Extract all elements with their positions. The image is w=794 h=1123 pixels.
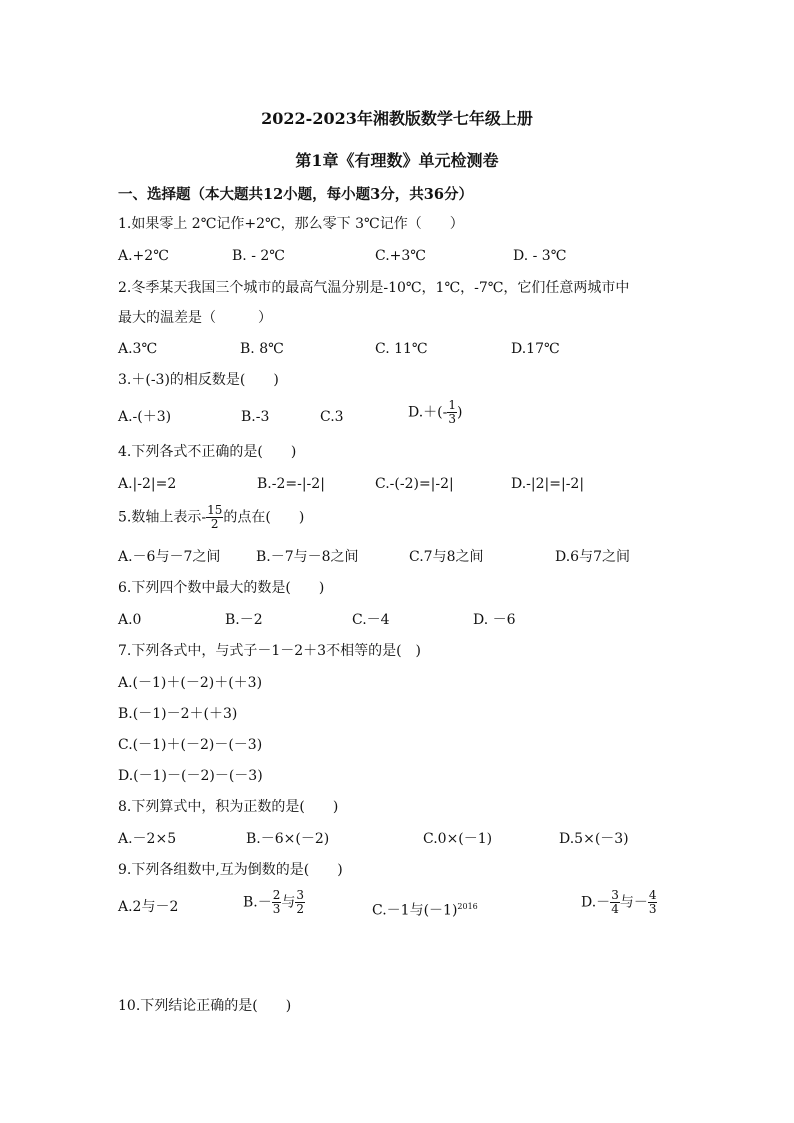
question-7-option-b: B.(－1)－2＋(＋3) <box>118 706 238 722</box>
section-heading: 一、选择题（本大题共12小题，每小题3分，共36分） <box>118 186 473 203</box>
question-2-stem-line2: 最大的温差是（ ） <box>118 310 272 326</box>
document-title-line2: 第1章《有理数》单元检测卷 <box>295 151 499 170</box>
fraction-numerator: 2 <box>272 888 281 902</box>
question-8-option-c: C.0×(－1) <box>423 831 493 847</box>
question-5-fraction <box>206 504 223 531</box>
question-3-option-d-prefix: D.＋(- <box>408 404 448 421</box>
fraction-numerator: 3 <box>296 888 305 902</box>
question-4-stem: 4.下列各式不正确的是( ) <box>118 444 297 460</box>
question-7-option-d: D.(－1)－(－2)－(－3) <box>118 768 263 784</box>
question-5-option-b: B.－7与－8之间 <box>256 549 359 565</box>
question-2-option-a: A.3℃ <box>118 341 158 357</box>
question-9-option-b <box>243 889 305 916</box>
question-2-stem-line1: 2.冬季某天我国三个城市的最高气温分别是-10℃，1℃，-7℃，它们任意两城市中 <box>118 280 630 296</box>
question-6-option-b: B.－2 <box>225 612 263 628</box>
question-3-option-d <box>408 399 462 426</box>
question-9-option-a: A.2与－2 <box>118 899 179 915</box>
fraction-denominator: 3 <box>272 902 281 916</box>
question-6-option-d: D. －6 <box>473 612 516 628</box>
question-8-stem: 8.下列算式中，积为正数的是( ) <box>118 799 339 815</box>
question-2-option-b: B. 8℃ <box>240 341 284 357</box>
question-8-option-b: B.－6×(－2) <box>246 831 330 847</box>
question-5-stem-suffix: 的点在( ) <box>223 509 305 526</box>
question-9-option-b-prefix: B.－ <box>243 894 272 911</box>
question-9-option-c-exponent: 2016 <box>457 902 478 911</box>
question-10-stem: 10.下列结论正确的是( ) <box>118 998 292 1014</box>
question-8-option-a: A.－2×5 <box>118 831 177 847</box>
fraction-denominator: 3 <box>448 412 457 426</box>
question-3-option-d-fraction <box>447 399 457 426</box>
question-5-option-d: D.6与7之间 <box>555 549 630 565</box>
question-9-option-b-fraction-2 <box>295 889 305 916</box>
question-9-option-d <box>581 889 657 916</box>
question-3-stem: 3.＋(-3)的相反数是( ) <box>118 372 279 388</box>
fraction-numerator: 4 <box>648 888 657 902</box>
question-3-option-a: A.-(＋3) <box>118 409 172 425</box>
question-6-option-c: C.－4 <box>352 612 390 628</box>
fraction-numerator: 1 <box>448 398 457 412</box>
question-5-option-a: A.－6与－7之间 <box>118 549 221 565</box>
question-9-option-c-text: C.－1与(－1) <box>372 902 458 919</box>
fraction-numerator: 15 <box>207 503 223 517</box>
question-5-stem-prefix: 5.数轴上表示- <box>118 509 207 526</box>
question-1-stem: 1.如果零上 2℃记作+2℃，那么零下 3℃记作（ ） <box>118 216 464 232</box>
question-9-option-d-mid: 与－ <box>619 894 648 911</box>
question-5-option-c: C.7与8之间 <box>409 549 484 565</box>
question-5-stem <box>118 504 304 531</box>
fraction-denominator: 2 <box>206 517 223 531</box>
question-1-option-a: A.+2℃ <box>118 248 169 264</box>
question-3-option-b: B.-3 <box>241 409 270 425</box>
question-4-option-d: D.-|2|=|-2| <box>511 476 585 492</box>
question-2-option-c: C. 11℃ <box>375 341 428 357</box>
fraction-denominator: 4 <box>611 902 619 916</box>
question-6-option-a: A.0 <box>118 612 142 628</box>
question-9-option-b-fraction-1 <box>272 889 282 916</box>
question-1-option-c: C.+3℃ <box>375 248 426 264</box>
question-7-stem: 7.下列各式中，与式子－1－2＋3不相等的是( ) <box>118 643 422 659</box>
fraction-numerator: 3 <box>611 888 619 902</box>
question-9-option-d-prefix: D.－ <box>581 894 611 911</box>
question-1-option-d: D. - 3℃ <box>513 248 567 264</box>
question-9-stem: 9.下列各组数中,互为倒数的是( ) <box>118 862 343 878</box>
question-1-option-b: B. - 2℃ <box>232 248 285 264</box>
question-3-option-c: C.3 <box>320 409 344 425</box>
fraction-denominator: 3 <box>648 902 657 916</box>
question-6-stem: 6.下列四个数中最大的数是( ) <box>118 580 325 596</box>
question-4-option-c: C.-(-2)=|-2| <box>375 476 454 492</box>
question-9-option-c <box>372 898 478 920</box>
question-9-option-d-fraction-2 <box>648 889 658 916</box>
question-4-option-b: B.-2=-|-2| <box>257 476 325 492</box>
question-8-option-d: D.5×(－3) <box>559 831 629 847</box>
fraction-denominator: 2 <box>296 902 305 916</box>
question-7-option-c: C.(－1)＋(－2)－(－3) <box>118 737 263 753</box>
question-3-option-d-suffix: ) <box>457 404 463 421</box>
document-title-line1: 2022-2023年湘教版数学七年级上册 <box>261 109 533 128</box>
question-4-option-a: A.|-2|=2 <box>118 476 177 492</box>
question-9-option-d-fraction-1 <box>610 889 620 916</box>
question-2-option-d: D.17℃ <box>511 341 560 357</box>
question-7-option-a: A.(－1)＋(－2)＋(＋3) <box>118 675 263 691</box>
question-9-option-b-mid: 与 <box>281 894 296 911</box>
